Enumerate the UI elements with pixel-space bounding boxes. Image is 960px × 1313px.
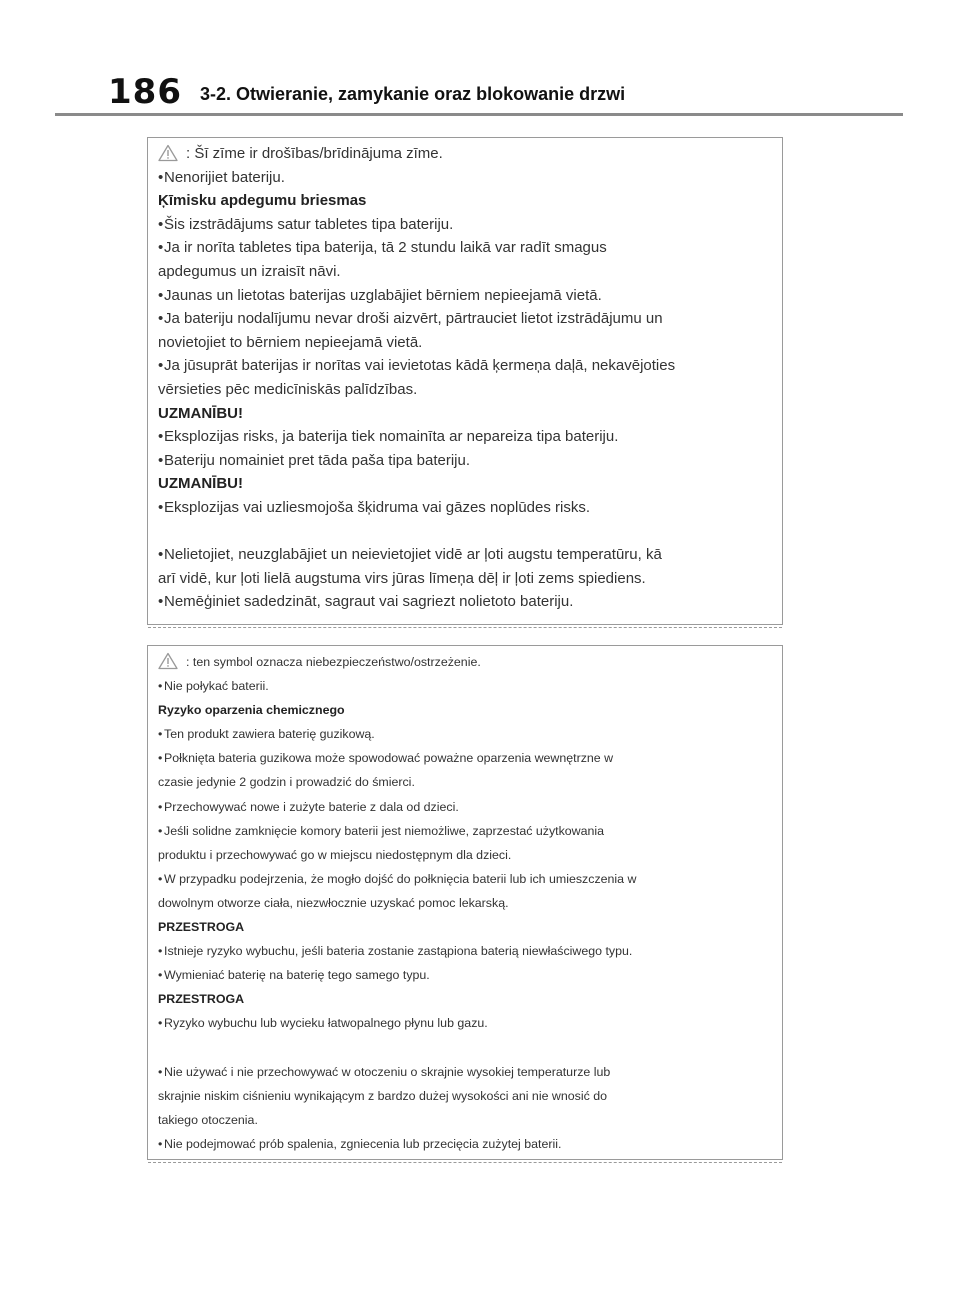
line-text: Bateriju nomainiet pret tāda paša tipa bateriju.	[164, 451, 471, 469]
warning-line	[158, 449, 782, 473]
line-text: Nemēģiniet sadedzināt, sagraut vai sagriezt nolietoto bateriju.	[164, 593, 574, 611]
warning-heading	[158, 698, 782, 722]
line-text: Nie używać i nie przechowywać w otoczeniu o skrajnie wysokiej temperaturze lub	[164, 1064, 611, 1079]
warning-line	[158, 567, 782, 591]
warning-heading	[158, 402, 782, 426]
warning-line	[158, 746, 782, 770]
bullet-icon: •	[158, 310, 164, 328]
warning-box-polish	[147, 645, 783, 1160]
line-text: czasie jedynie 2 godzin i prowadzić do śmierci.	[158, 775, 415, 790]
warning-line	[158, 236, 782, 260]
line-text: : Šī zīme ir drošības/brīdinājuma zīme.	[186, 145, 443, 162]
line-text: Jaunas un lietotas baterijas uzglabājiet bērniem nepieejamā vietā.	[164, 286, 602, 304]
bullet-icon: •	[158, 799, 163, 814]
warning-line	[158, 166, 782, 190]
line-text: produktu i przechowywać go w miejscu niedostępnym dla dzieci.	[158, 847, 512, 862]
line-text: Połknięta bateria guzikowa może spowodować poważne oparzenia wewnętrzne w	[164, 751, 614, 766]
line-text: Ryzyko oparzenia chemicznego	[158, 703, 345, 718]
warning-line	[158, 284, 782, 308]
line-text: Eksplozijas vai uzliesmojoša šķidruma vai gāzes noplūdes risks.	[164, 498, 591, 516]
line-text: novietojiet to bērniem nepieejamā vietā.	[158, 333, 423, 351]
warning-line	[158, 939, 782, 963]
line-text: takiego otoczenia.	[158, 1112, 258, 1127]
line-text: arī vidē, kur ļoti lielā augstuma virs jūras līmeņa dēļ ir ļoti zems spiediens.	[158, 569, 646, 587]
warning-heading	[158, 987, 782, 1011]
line-text: Ja bateriju nodalījumu nevar droši aizvērt, pārtrauciet lietot izstrādājumu un	[164, 310, 663, 328]
line-text: dowolnym otworze ciała, niezwłocznie uzyskać pomoc lekarską.	[158, 895, 509, 910]
header-rule	[55, 113, 903, 116]
line-text: Ryzyko wybuchu lub wycieku łatwopalnego płynu lub gazu.	[164, 1016, 488, 1031]
line-text: Jeśli solidne zamknięcie komory baterii jest niemożliwe, zaprzestać użytkowania	[164, 823, 605, 838]
warning-line	[158, 843, 782, 867]
warning-line	[158, 867, 782, 891]
bullet-icon: •	[158, 546, 164, 564]
line-text: Eksplozijas risks, ja baterija tiek nomainīta ar nepareiza tipa bateriju.	[164, 428, 619, 446]
line-text: : ten symbol oznacza niebezpieczeństwo/ostrzeżenie.	[186, 655, 481, 669]
warning-line	[158, 891, 782, 915]
bullet-icon: •	[158, 871, 163, 886]
warning-line	[158, 722, 782, 746]
warning-line	[158, 819, 782, 843]
bullet-icon: •	[158, 239, 164, 257]
line-text: skrajnie niskim ciśnieniu wynikającym z bardzo dużej wysokości ani nie wnosić do	[158, 1088, 608, 1103]
warning-line	[158, 1084, 782, 1108]
line-text: PRZESTROGA	[158, 992, 245, 1007]
warning-line	[158, 590, 782, 614]
line-text: Nenorijiet bateriju.	[164, 168, 285, 186]
warning-triangle-icon	[158, 144, 178, 162]
warning-line	[158, 1132, 782, 1156]
page-number: 186	[108, 72, 182, 112]
warning-line	[158, 378, 782, 402]
bullet-icon: •	[158, 679, 163, 694]
warning-line	[158, 1060, 782, 1084]
bullet-icon: •	[158, 215, 164, 233]
warning-line	[158, 496, 782, 520]
bullet-icon: •	[158, 944, 163, 959]
line-text: Ja jūsuprāt baterijas ir norītas vai ievietotas kādā ķermeņa daļā, nekavējoties	[164, 357, 676, 375]
warning-heading	[158, 915, 782, 939]
line-text: Nelietojiet, neuzglabājiet un neievietojiet vidē ar ļoti augstu temperatūru, kā	[164, 546, 662, 564]
warning-line	[158, 331, 782, 355]
line-text: vērsieties pēc medicīniskās palīdzības.	[158, 380, 418, 398]
bullet-icon: •	[158, 1136, 163, 1151]
line-text: Wymieniać baterię na baterię tego samego typu.	[164, 968, 430, 983]
bullet-icon: •	[158, 451, 164, 469]
warning-line	[158, 543, 782, 567]
line-text: Przechowywać nowe i zużyte baterie z dala od dzieci.	[164, 799, 459, 814]
warning-triangle-icon	[158, 652, 178, 670]
line-text: UZMANĪBU!	[158, 404, 243, 422]
line-text: apdegumus un izraisīt nāvi.	[158, 262, 341, 280]
warning-line	[158, 260, 782, 284]
warning-line	[158, 1036, 782, 1060]
bullet-icon: •	[158, 751, 163, 766]
warning-line	[158, 963, 782, 987]
line-text: Ķīmisku apdegumu briesmas	[158, 192, 367, 210]
line-text: Nie podejmować prób spalenia, zgniecenia lub przecięcia zużytej baterii.	[164, 1136, 562, 1151]
warning-heading	[158, 472, 782, 496]
line-text: Ten produkt zawiera baterię guzikową.	[164, 727, 375, 742]
warning-line	[158, 142, 782, 166]
bullet-icon: •	[158, 498, 164, 516]
bullet-icon: •	[158, 357, 164, 375]
line-text: UZMANĪBU!	[158, 475, 243, 493]
warning-line	[158, 770, 782, 794]
line-text: W przypadku podejrzenia, że mogło dojść do połknięcia baterii lub ich umieszczenia w	[164, 871, 637, 886]
warning-line	[158, 213, 782, 237]
warning-line	[158, 354, 782, 378]
warning-heading	[158, 189, 782, 213]
warning-box-latvian	[147, 137, 783, 625]
warning-line	[158, 425, 782, 449]
bullet-icon: •	[158, 1016, 163, 1031]
line-text: PRZESTROGA	[158, 920, 245, 935]
line-text: Istnieje ryzyko wybuchu, jeśli bateria zostanie zastąpiona baterią niewłaściwego typu.	[164, 944, 633, 959]
warning-line	[158, 1108, 782, 1132]
warning-line	[158, 1011, 782, 1035]
line-text: Šis izstrādājums satur tabletes tipa bateriju.	[164, 215, 454, 233]
bullet-icon: •	[158, 968, 163, 983]
warning-line	[158, 674, 782, 698]
warning-line	[158, 520, 782, 544]
warning-line	[158, 650, 782, 674]
line-text: Nie połykać baterii.	[164, 679, 269, 694]
bullet-icon: •	[158, 428, 164, 446]
line-text: Ja ir norīta tabletes tipa baterija, tā 2 stundu laikā var radīt smagus	[164, 239, 607, 257]
bullet-icon: •	[158, 593, 164, 611]
warning-line	[158, 307, 782, 331]
page-header	[0, 0, 960, 120]
warning-line	[158, 795, 782, 819]
bullet-icon: •	[158, 168, 164, 186]
section-title: 3-2. Otwieranie, zamykanie oraz blokowanie drzwi	[200, 84, 626, 104]
bullet-icon: •	[158, 1064, 163, 1079]
bullet-icon: •	[158, 286, 164, 304]
bullet-icon: •	[158, 727, 163, 742]
bullet-icon: •	[158, 823, 163, 838]
